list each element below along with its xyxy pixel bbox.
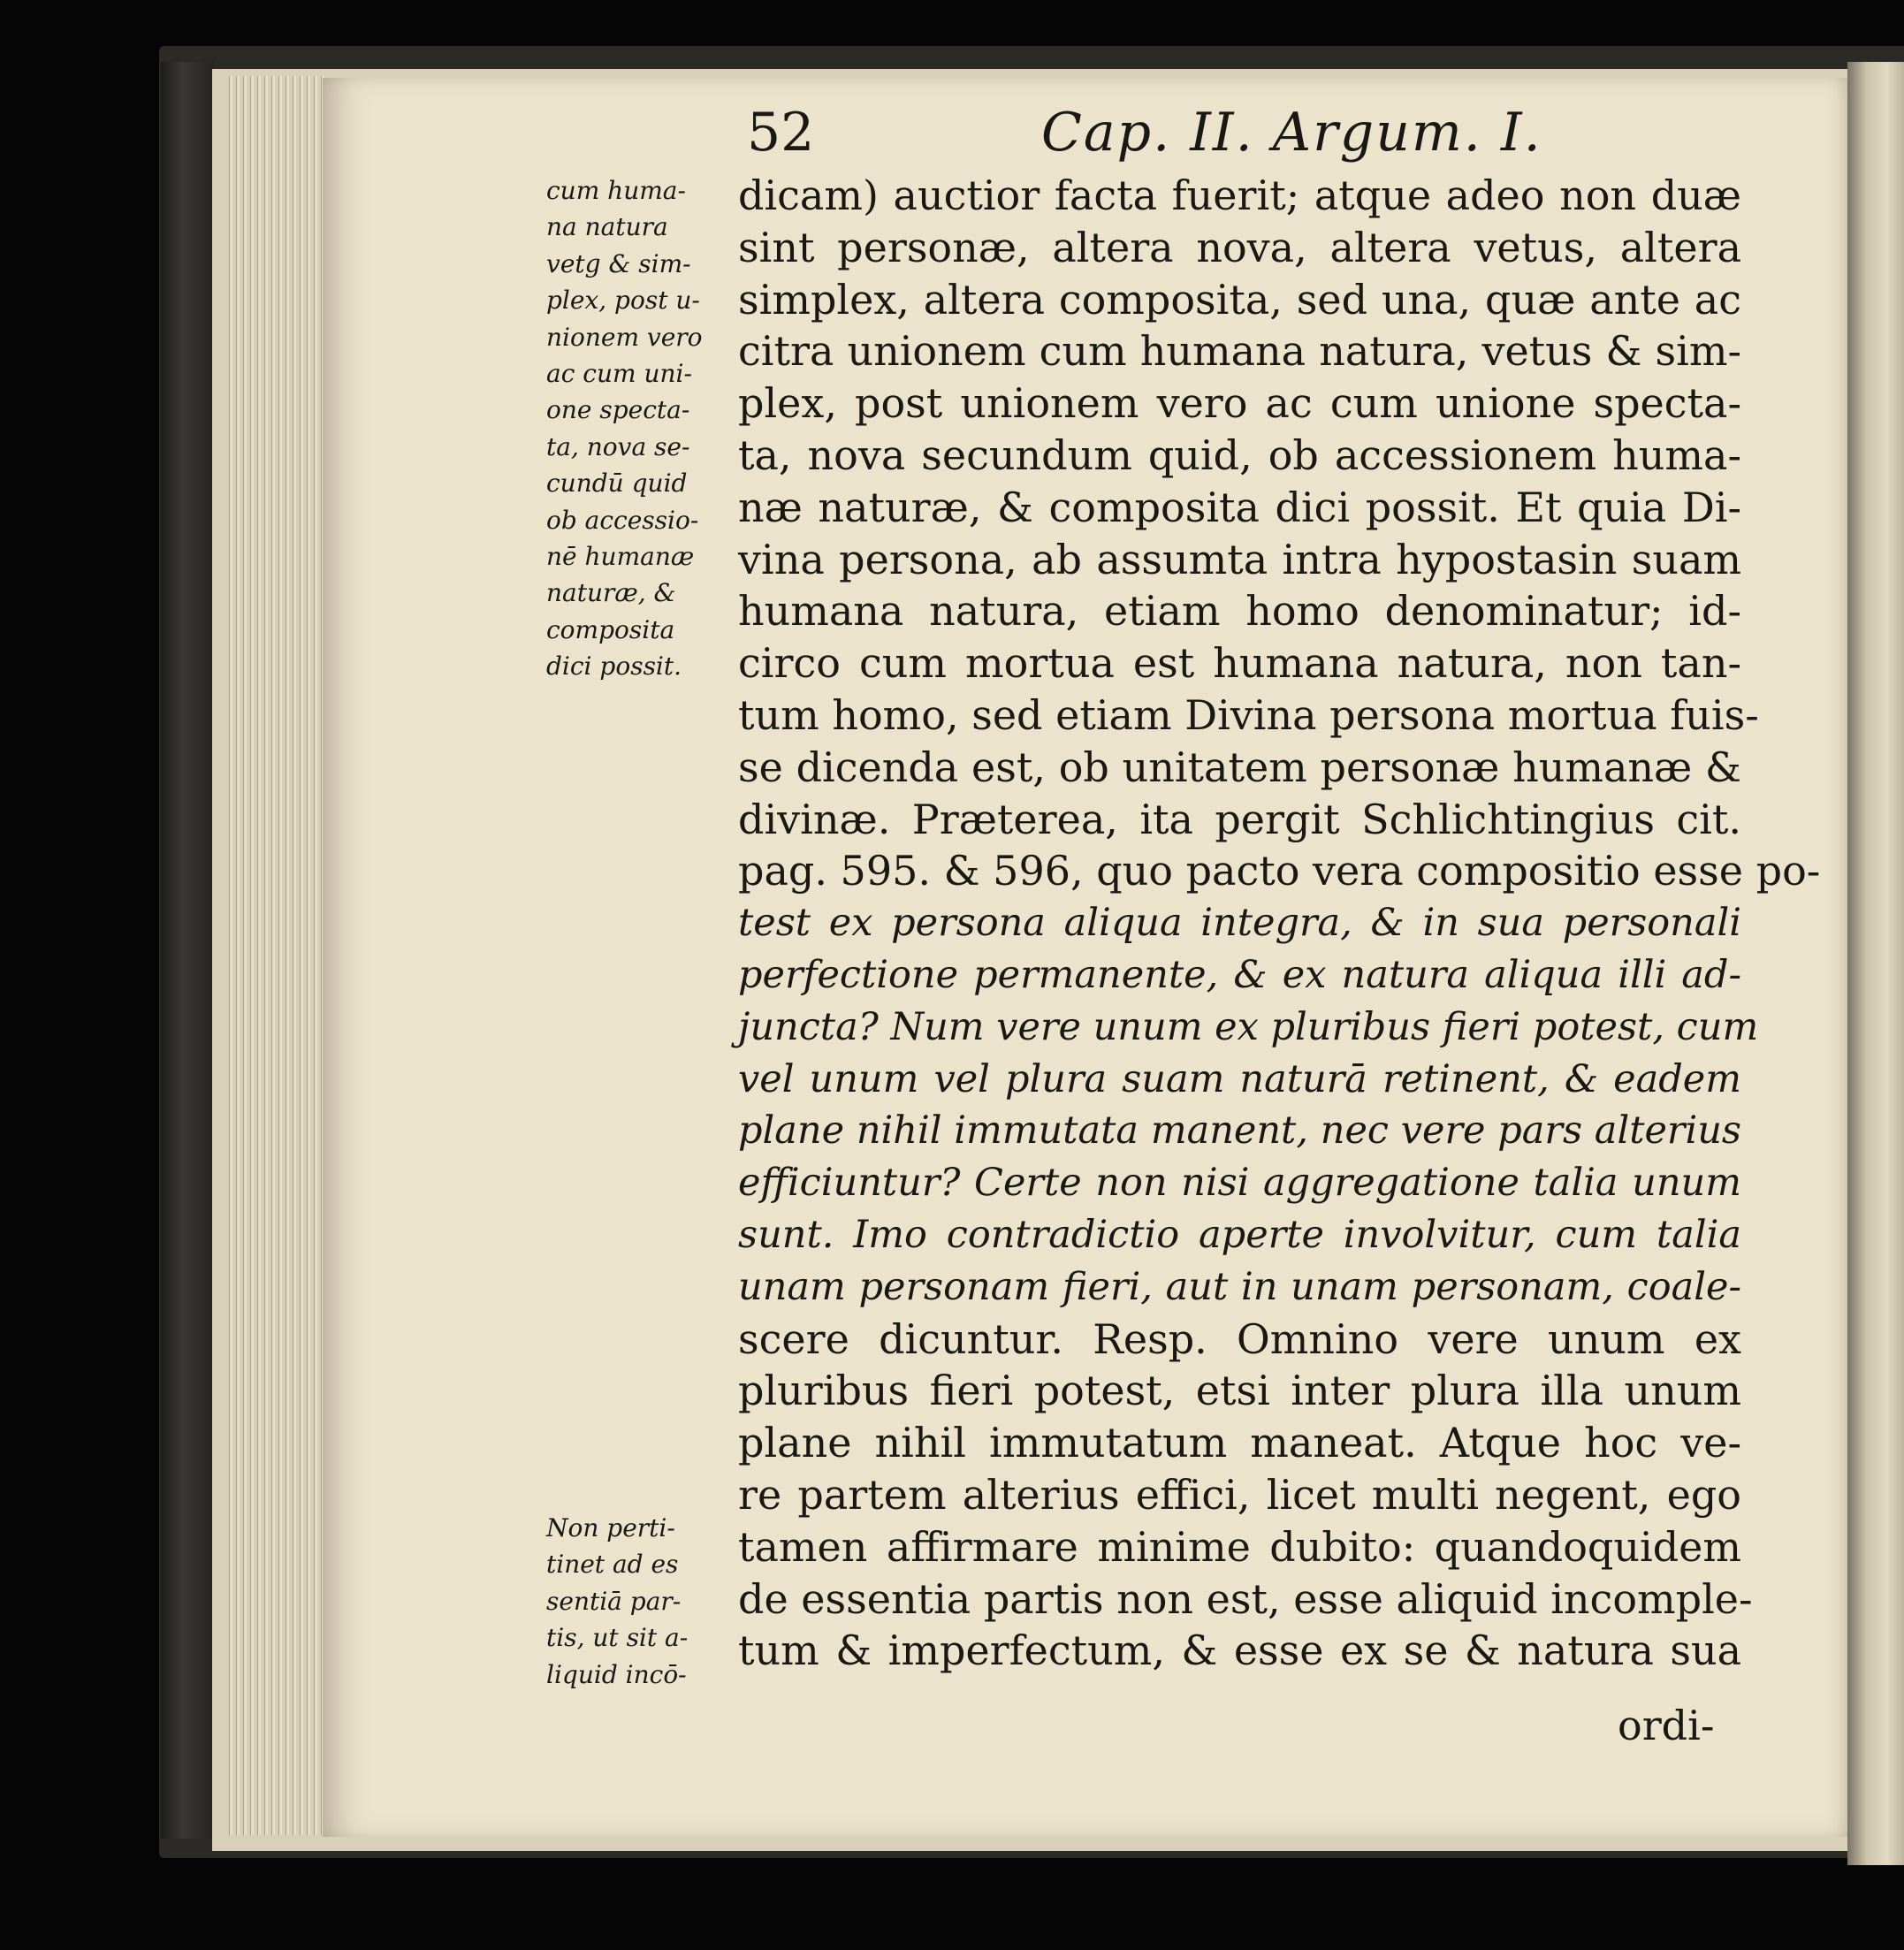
gloss-line: ta, nova se- (546, 431, 690, 461)
text-line: dicam) auctior facta fuerit; atque adeo non duæ (738, 171, 1741, 219)
marginal-gloss-bottom (546, 1510, 745, 1693)
text-line: de essentia partis non est, esse aliquid incomple- (738, 1574, 1753, 1623)
text-line: citra unionem cum humana natura, vetus & sim- (738, 327, 1741, 376)
text-line: sunt. Imo contradictio aperte involvitur, cum talia (738, 1212, 1741, 1257)
gloss-line: liquid incō- (546, 1659, 687, 1689)
gloss-line: nē humanæ (546, 541, 695, 571)
main-text-column (738, 170, 1821, 1677)
text-line: næ naturæ, & composita dici possit. Et quia Di- (738, 483, 1741, 531)
text-line: tamen affirmare minime dubito: quandoquidem (738, 1522, 1741, 1571)
marginal-gloss-top (546, 172, 745, 684)
page-number: 52 (747, 102, 815, 164)
gloss-line: one specta- (546, 395, 690, 425)
gloss-line: dici possit. (546, 651, 682, 682)
text-line: scere dicuntur. Resp. Omnino vere unum ex (738, 1314, 1741, 1363)
stacked-page-edges (225, 76, 327, 1835)
text-line: unam personam fieri, aut in unam personam, coale- (738, 1264, 1741, 1309)
catchword: ordi- (1618, 1702, 1715, 1749)
text-line: plex, post unionem vero ac cum unione specta- (738, 379, 1741, 428)
text-line: simplex, altera composita, sed una, quæ ante ac (738, 275, 1741, 324)
gloss-line: plex, post u- (546, 286, 700, 316)
gloss-line: nionem vero (546, 322, 703, 352)
gloss-line: na natura (546, 212, 668, 242)
text-line: plane nihil immutata manent, nec vere pars alterius (738, 1108, 1741, 1154)
text-line: pag. 595. & 596, quo pacto vera compositio esse po- (738, 847, 1821, 895)
gloss-line: naturæ, & (546, 578, 676, 608)
text-line: tum & imperfectum, & esse ex se & natura sua (738, 1626, 1741, 1675)
text-line: sint personæ, altera nova, altera vetus, altera (738, 223, 1741, 271)
text-line: efficiuntur? Certe non nisi aggregatione talia unum (738, 1161, 1741, 1206)
gloss-line: vetg & sim- (546, 248, 691, 278)
gloss-line: cum huma- (546, 176, 686, 205)
text-line: tum homo, sed etiam Divina persona mortua fuis- (738, 690, 1759, 739)
text-line: humana natura, etiam homo denominatur; id- (738, 587, 1741, 636)
text-line: plane nihil immutatum maneat. Atque hoc ve- (738, 1419, 1741, 1467)
text-line: ta, nova secundum quid, ob accessionem huma- (738, 430, 1741, 479)
text-line: juncta? Num vere unum ex pluribus fieri potest, cum (738, 1004, 1759, 1049)
book-spine-edge (161, 62, 214, 1839)
gloss-line: sentiā par- (546, 1586, 682, 1616)
gloss-line: ac cum uni- (546, 358, 692, 388)
gloss-line: tis, ut sit a- (546, 1623, 689, 1653)
gloss-line: composita (546, 614, 675, 644)
gloss-line: tinet ad es (546, 1550, 679, 1580)
text-line: vel unum vel plura suam naturā retinent, & eadem (738, 1056, 1741, 1101)
gloss-line: ob accessio- (546, 505, 699, 535)
text-line: re partem alterius effici, licet multi negent, ego (738, 1470, 1741, 1519)
text-line: pluribus fieri potest, etsi inter plura illa unum (738, 1367, 1741, 1415)
gloss-line: Non perti- (546, 1513, 675, 1542)
text-line: divinæ. Præterea, ita pergit Schlichtingius cit. (738, 795, 1741, 843)
running-head-chapter: Cap. II. Argum. I. (1041, 102, 1542, 164)
text-line: se dicenda est, ob unitatem personæ humanæ & (738, 743, 1741, 791)
gloss-line: cundū quid (546, 468, 688, 499)
text-line: circo cum mortua est humana natura, non tan- (738, 639, 1741, 688)
facing-page-gutter (1847, 62, 1904, 1865)
text-line: vina persona, ab assumta intra hypostasin suam (738, 535, 1741, 583)
text-line: perfectione permanente, & ex natura aliqua illi ad- (738, 952, 1741, 997)
text-line: test ex persona aliqua integra, & in sua personali (738, 901, 1741, 946)
